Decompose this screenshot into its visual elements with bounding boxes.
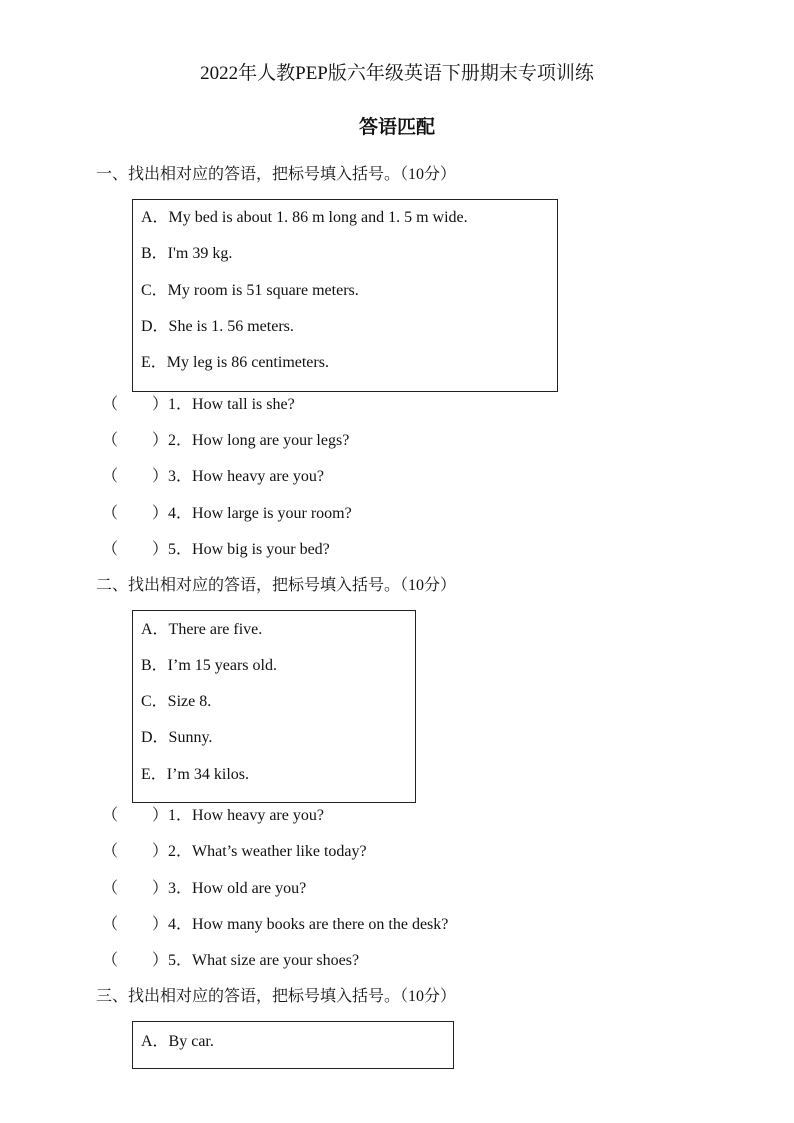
answer-blank-close: ） — [152, 880, 169, 897]
answer-blank-open[interactable]: （ — [102, 505, 119, 522]
answer-blank-close: ） — [152, 432, 169, 449]
answer-blank-close: ） — [152, 843, 169, 860]
section-2-option-box — [132, 610, 416, 803]
answer-blank-close: ） — [152, 468, 169, 485]
question-text: 4．How many books are there on the desk? — [168, 916, 449, 933]
answer-blank-close: ） — [152, 807, 169, 824]
answer-blank-close: ） — [152, 916, 169, 933]
option-a: A．By car. — [141, 1033, 214, 1050]
option-e: E．My leg is 86 centimeters. — [141, 354, 329, 371]
answer-blank-open[interactable]: （ — [102, 468, 119, 485]
answer-blank-open[interactable]: （ — [102, 432, 119, 449]
question-text: 5．What size are your shoes? — [168, 952, 360, 969]
page-subtitle: 答语匹配 — [358, 117, 435, 138]
question-text: 4．How large is your room? — [168, 505, 352, 522]
question-item — [102, 504, 352, 524]
section-3-option-box — [132, 1021, 454, 1069]
answer-blank-close: ） — [152, 505, 169, 522]
answer-blank-open[interactable]: （ — [102, 952, 119, 969]
question-item — [102, 951, 359, 971]
answer-blank-open[interactable]: （ — [102, 541, 119, 558]
question-text: 2．How long are your legs? — [168, 432, 350, 449]
answer-blank-open[interactable]: （ — [102, 396, 119, 413]
option-c: C．My room is 51 square meters. — [141, 282, 359, 299]
answer-blank-close: ） — [152, 396, 169, 413]
page-title: 2022年人教PEP版六年级英语下册期末专项训练 — [200, 63, 594, 84]
question-item — [102, 540, 330, 560]
question-text: 2．What’s weather like today? — [168, 843, 367, 860]
option-a: A．There are five. — [141, 621, 263, 638]
option-d: D．She is 1. 56 meters. — [141, 318, 294, 335]
question-text: 1．How tall is she? — [168, 396, 295, 413]
question-text: 3．How heavy are you? — [168, 468, 324, 485]
option-b: B．I'm 39 kg. — [141, 245, 233, 262]
question-item — [102, 395, 295, 415]
question-text: 1．How heavy are you? — [168, 807, 324, 824]
question-text: 5．How big is your bed? — [168, 541, 330, 558]
section-1-option-box — [132, 199, 558, 392]
question-text: 3．How old are you? — [168, 880, 307, 897]
question-item — [102, 431, 349, 451]
question-item — [102, 806, 324, 826]
answer-blank-open[interactable]: （ — [102, 843, 119, 860]
question-item — [102, 842, 367, 862]
question-item — [102, 915, 448, 935]
section-2-heading: 二、找出相对应的答语，把标号填入括号。（10分） — [96, 577, 457, 594]
question-item — [102, 879, 306, 899]
option-b: B．I’m 15 years old. — [141, 657, 277, 674]
question-item — [102, 467, 324, 487]
answer-blank-open[interactable]: （ — [102, 880, 119, 897]
option-c: C．Size 8. — [141, 693, 212, 710]
option-d: D．Sunny. — [141, 729, 213, 746]
answer-blank-open[interactable]: （ — [102, 807, 119, 824]
option-a: A．My bed is about 1. 86 m long and 1. 5 m wide. — [141, 209, 468, 226]
answer-blank-open[interactable]: （ — [102, 916, 119, 933]
answer-blank-close: ） — [152, 952, 169, 969]
answer-blank-close: ） — [152, 541, 169, 558]
section-1-heading: 一、找出相对应的答语，把标号填入括号。（10分） — [96, 166, 457, 183]
option-e: E．I’m 34 kilos. — [141, 766, 249, 783]
section-3-heading: 三、找出相对应的答语，把标号填入括号。（10分） — [96, 988, 457, 1005]
